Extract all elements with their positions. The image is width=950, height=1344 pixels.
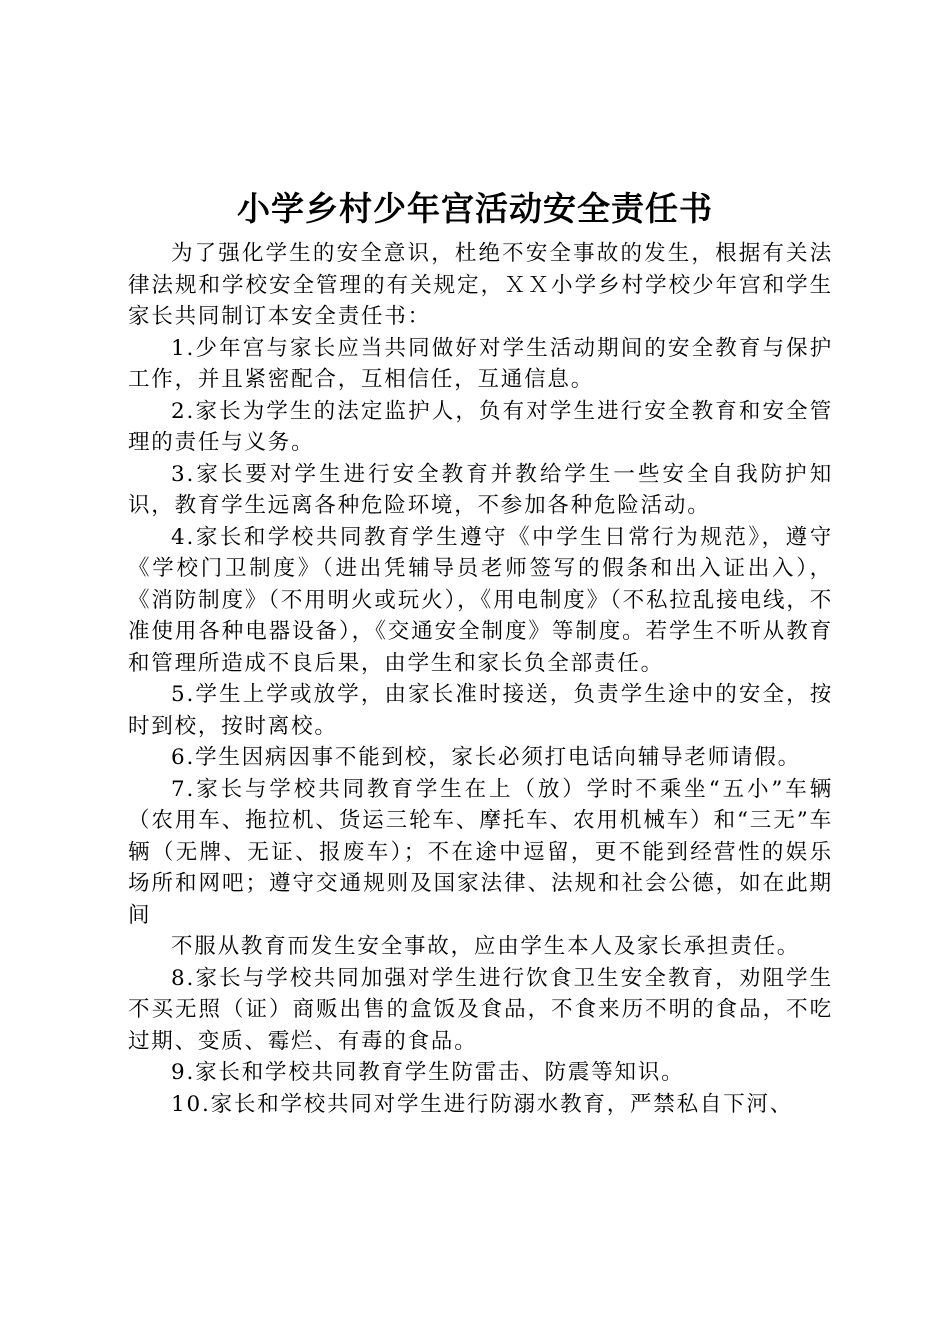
clause-8: 8.家长与学校共同加强对学生进行饮食卫生安全教育，劝阻学生不买无照（证）商贩出售的盒饭及食品，不食来历不明的食品，不吃过期、变质、霉烂、有毒的食品。 (128, 965, 833, 1054)
clause-7-continuation: 不服从教育而发生安全事故，应由学生本人及家长承担责任。 (171, 934, 801, 959)
document-title: 小学乡村少年宫活动安全责任书 (237, 189, 713, 228)
clause-9: 9.家长和学校共同教育学生防雷击、防震等知识。 (171, 1060, 685, 1085)
clause-10: 10.家长和学校共同对学生进行防溺水教育，严禁私自下河、 (171, 1091, 794, 1117)
clause-4: 4.家长和学校共同教育学生遵守《中学生日常行为规范》，遵守《学校门卫制度》（进出凭辅导员老师签写的假条和出入证出入），《消防制度》（不用明火或玩火），《用电制度》（不私拉乱接电线，不准使用各种电器设备），《交通安全制度》等制度。若学生不听从教育和管理所造成不良后果，由学生和家长负全部责任。 (128, 524, 833, 676)
intro-paragraph: 为了强化学生的安全意识，杜绝不安全事故的发生，根据有关法律法规和学校安全管理的有关规定，ＸＸ小学乡村学校少年宫和学生家长共同制订本安全责任书： (128, 241, 833, 329)
clause-6: 6.学生因病因事不能到校，家长必须打电话向辅导老师请假。 (171, 745, 801, 770)
clause-3: 3.家长要对学生进行安全教育并教给学生一些安全自我防护知识，教育学生远离各种危险环境，不参加各种危险活动。 (128, 461, 833, 518)
clause-5: 5.学生上学或放学，由家长准时接送，负责学生途中的安全，按时到校，按时离校。 (128, 682, 833, 739)
clause-1: 1.少年宫与家长应当共同做好对学生活动期间的安全教育与保护工作，并且紧密配合，互相信任，互通信息。 (128, 335, 833, 392)
document-body (128, 238, 833, 1120)
clause-7: 7.家长与学校共同教育学生在上（放）学时不乘坐“五小”车辆（农用车、拖拉机、货运三轮车、摩托车、农用机械车）和“三无”车辆（无牌、无证、报废车）；不在途中逗留，更不能到经营性的娱乐场所和网吧；遵守交通规则及国家法律、法规和社会公德，如在此期间 (128, 776, 833, 928)
clause-2: 2.家长为学生的法定监护人，负有对学生进行安全教育和安全管理的责任与义务。 (128, 398, 833, 455)
